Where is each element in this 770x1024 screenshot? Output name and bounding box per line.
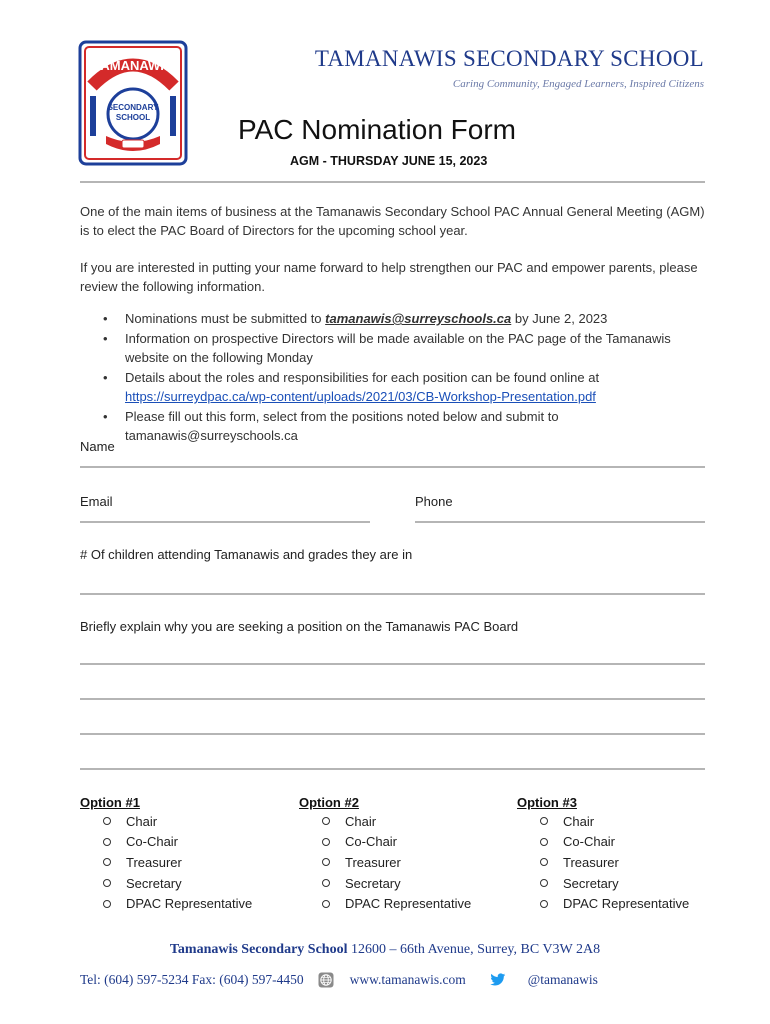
radio-circle-icon[interactable] [540, 879, 548, 887]
radio-circle-icon[interactable] [540, 858, 548, 866]
header-divider [80, 181, 705, 183]
school-tagline: Caring Community, Engaged Learners, Inspired Citizens [452, 78, 704, 90]
submission-email-link[interactable]: tamanawis@surreyschools.ca [325, 311, 512, 326]
twitter-bird-icon [490, 973, 506, 987]
email-label: Email [80, 494, 113, 509]
option-2-chair[interactable]: Chair [299, 811, 499, 832]
option-3-title: Option #3 [517, 795, 577, 810]
footer-website-link[interactable]: www.tamanawis.com [349, 972, 466, 987]
children-field[interactable] [80, 593, 705, 595]
option-2-co-chair[interactable]: Co-Chair [299, 832, 499, 853]
roles-url-link[interactable]: https://surreydpac.ca/wp-content/uploads/2021/03/CB-Workshop-Presentation.pdf [125, 389, 596, 404]
agm-date: AGM - THURSDAY JUNE 15, 2023 [290, 154, 488, 168]
radio-circle-icon[interactable] [322, 858, 330, 866]
option-3-co-chair[interactable]: Co-Chair [517, 832, 717, 853]
bullet-submit-instructions: • Please fill out this form, select from the positions noted below and submit to tamanawis@surreyschools.ca [101, 407, 706, 446]
form-title: PAC Nomination Form [238, 114, 517, 145]
option-1-group [80, 795, 280, 914]
logo-arc-text: TAMANAWIS [93, 58, 173, 73]
option-3-secretary[interactable]: Secretary [517, 873, 717, 894]
reason-field-line-4[interactable] [80, 768, 705, 770]
radio-circle-icon[interactable] [103, 858, 111, 866]
logo-mid-text-1: SECONDARY [107, 103, 159, 112]
bullet-roles-details: • Details about the roles and responsibilities for each position can be found online at https://surreydpac.ca/wp-content/uploads/2021/03/CB-Workshop-Presentation.pdf [101, 368, 706, 407]
bullet-deadline: • Nominations must be submitted to tamanawis@surreyschools.ca by June 2, 2023 [101, 309, 706, 329]
name-label: Name [80, 439, 115, 454]
globe-icon [318, 972, 334, 988]
option-2-group [299, 795, 499, 914]
footer-twitter-handle[interactable]: @tamanawis [527, 972, 598, 987]
option-2-dpac-representative[interactable]: DPAC Representative [299, 893, 499, 914]
footer-address [0, 942, 770, 958]
reason-label: Briefly explain why you are seeking a position on the Tamanawis PAC Board [80, 619, 519, 634]
option-3-treasurer[interactable]: Treasurer [517, 852, 717, 873]
footer-contact [80, 972, 705, 988]
radio-circle-icon[interactable] [322, 900, 330, 908]
radio-circle-icon[interactable] [103, 900, 111, 908]
school-logo [78, 40, 188, 166]
email-field[interactable] [80, 521, 370, 523]
option-2-secretary[interactable]: Secretary [299, 873, 499, 894]
name-field[interactable] [80, 466, 705, 468]
option-1-treasurer[interactable]: Treasurer [80, 852, 280, 873]
intro-paragraph-2: If you are interested in putting your name forward to help strengthen our PAC and empower parents, please review the following information. [80, 260, 698, 294]
option-3-chair[interactable]: Chair [517, 811, 717, 832]
option-1-co-chair[interactable]: Co-Chair [80, 832, 280, 853]
reason-field-line-2[interactable] [80, 698, 705, 700]
option-1-chair[interactable]: Chair [80, 811, 280, 832]
footer-tel-fax: Tel: (604) 597-5234 Fax: (604) 597-4450 [80, 972, 304, 987]
radio-circle-icon[interactable] [540, 838, 548, 846]
option-3-group [517, 795, 717, 914]
radio-circle-icon[interactable] [103, 838, 111, 846]
footer-school-name: Tamanawis Secondary School [169, 942, 348, 957]
footer-street-address: 12600 – 66th Avenue, Surrey, BC V3W 2A8 [347, 942, 601, 957]
option-1-dpac-representative[interactable]: DPAC Representative [80, 893, 280, 914]
info-bullet-list [101, 309, 706, 446]
option-1-secretary[interactable]: Secretary [80, 873, 280, 894]
school-name: TAMANAWIS SECONDARY SCHOOL [314, 46, 704, 71]
option-1-title: Option #1 [80, 795, 140, 810]
option-2-title: Option #2 [299, 795, 359, 810]
radio-circle-icon[interactable] [103, 817, 111, 825]
bullet-directors-info: • Information on prospective Directors will be made available on the PAC page of the Tamanawis website on the following Monday [101, 329, 706, 368]
radio-circle-icon[interactable] [322, 817, 330, 825]
radio-circle-icon[interactable] [322, 838, 330, 846]
intro-paragraph-1: One of the main items of business at the Tamanawis Secondary School PAC Annual General Meeting (AGM) is to elect the PAC Board of Directors for the upcoming school year. [80, 204, 705, 238]
radio-circle-icon[interactable] [322, 879, 330, 887]
reason-field-line-3[interactable] [80, 733, 705, 735]
option-3-dpac-representative[interactable]: DPAC Representative [517, 893, 717, 914]
radio-circle-icon[interactable] [540, 900, 548, 908]
children-label: # Of children attending Tamanawis and grades they are in [80, 547, 413, 562]
option-2-treasurer[interactable]: Treasurer [299, 852, 499, 873]
phone-label: Phone [415, 494, 453, 509]
reason-field-line-1[interactable] [80, 663, 705, 665]
radio-circle-icon[interactable] [540, 817, 548, 825]
logo-mid-text-2: SCHOOL [115, 113, 151, 122]
phone-field[interactable] [415, 521, 705, 523]
radio-circle-icon[interactable] [103, 879, 111, 887]
